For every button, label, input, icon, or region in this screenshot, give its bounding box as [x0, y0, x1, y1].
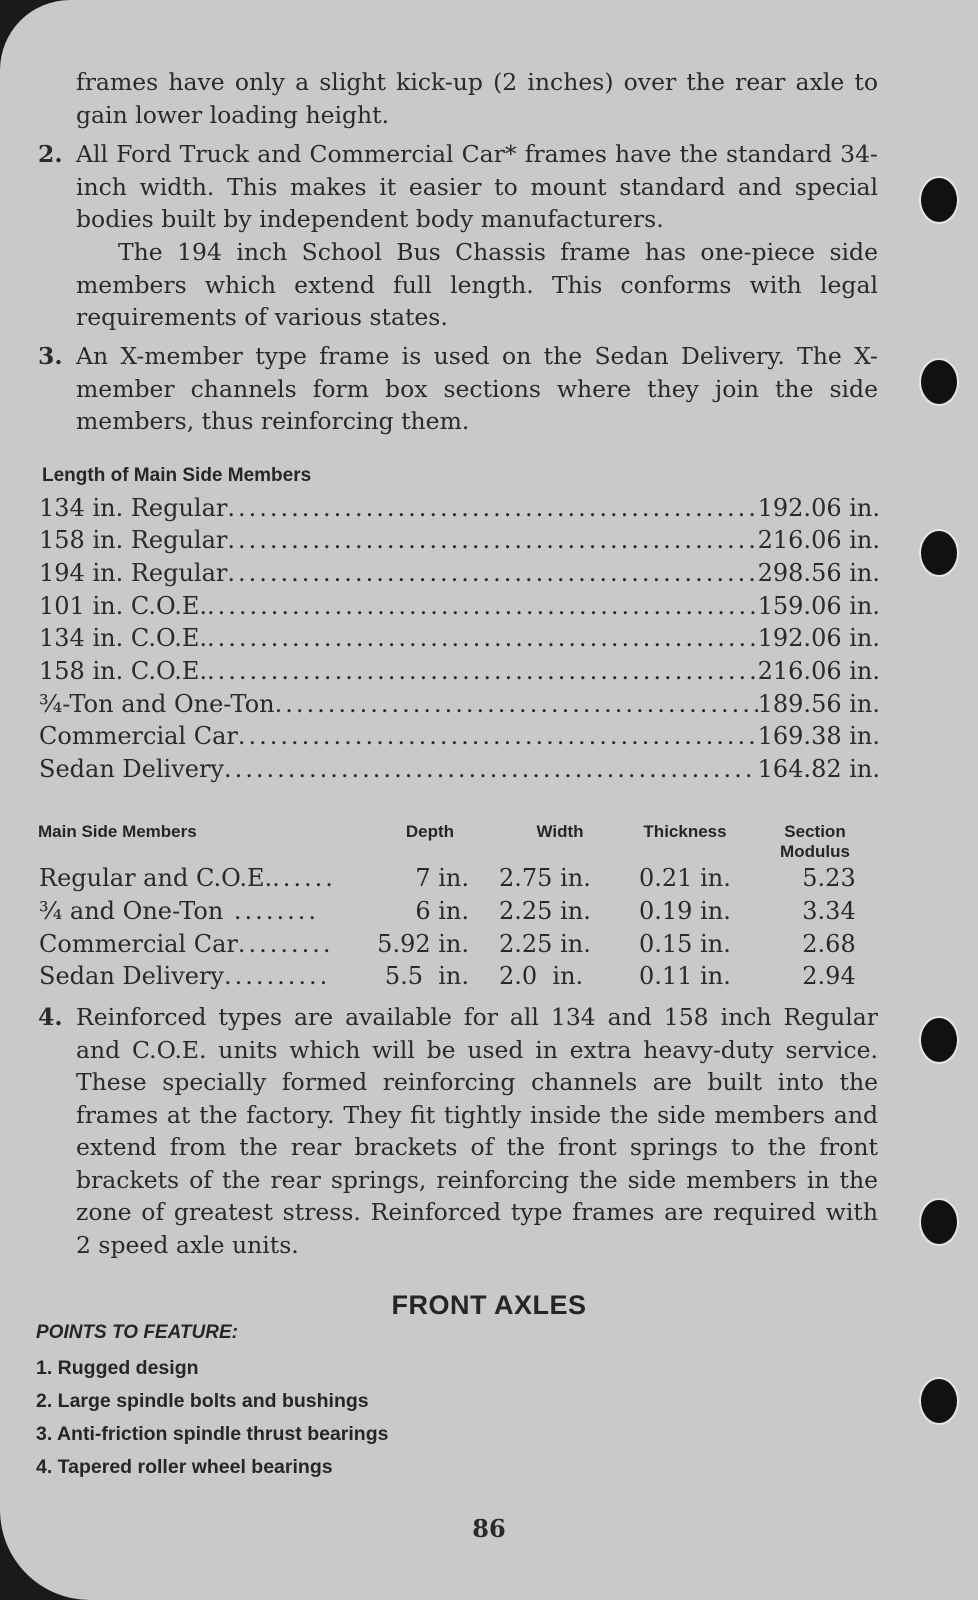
cell-width: 2.75 in.: [499, 864, 591, 892]
leader-dots: [227, 557, 757, 589]
leader-dots: ..........: [224, 962, 331, 990]
paragraph-text: All Ford Truck and Commercial Car* frames have the standard 34-inch width. This makes it easier to mount standard and special bodies built by independent body manufacturers.: [76, 140, 878, 233]
row-label: 158 in. Regular: [39, 526, 228, 554]
binder-hole-icon: [921, 1379, 957, 1423]
table-row: [39, 524, 880, 556]
row-label: ¾ and One-Ton: [39, 897, 224, 925]
column-header: Depth: [405, 822, 455, 841]
binder-hole-icon: [921, 1200, 957, 1244]
leader-dots: [224, 753, 758, 785]
paragraph-text: The 194 inch School Bus Chassis frame has one-piece side members which extend full length. This conforms with legal requirements of various states.: [76, 238, 878, 331]
cell-thickness: 0.11 in.: [639, 962, 731, 990]
leader-dots: [227, 524, 757, 556]
cell-width: 2.0 in.: [499, 962, 584, 990]
paragraph-text: Reinforced types are available for all 134 and 158 inch Regular and C.O.E. units which will be used in extra heavy-duty service. These specially formed reinforcing channels are built into the frames at the factory. They fit tightly inside the side members and extend from the rear brackets of the front springs to the front brackets of the rear springs, reinforcing the side members in the zone of greatest stress. Reinforced type frames are required with 2 speed axle units.: [76, 1003, 878, 1259]
table-row: [39, 590, 880, 622]
row-value: 169.38 in.: [757, 722, 880, 750]
table-row: [39, 655, 880, 687]
column-header: Section Modulus: [780, 822, 850, 861]
paragraph-text: frames have only a slight kick-up (2 inches) over the rear axle to gain lower loading height.: [76, 68, 878, 129]
list-number: 3.: [38, 342, 63, 370]
row-value: 216.06 in.: [757, 526, 880, 554]
cell-modulus: 2.94: [802, 962, 856, 990]
cell-width: 2.25 in.: [499, 897, 591, 925]
cell-thickness: 0.19 in.: [639, 897, 731, 925]
row-label: Regular and C.O.E.: [39, 864, 273, 892]
column-header: Width: [536, 822, 584, 841]
table-row: [39, 720, 880, 752]
paragraph-3: [38, 340, 878, 438]
row-label: 134 in. Regular: [39, 494, 228, 522]
paragraph-4: [38, 1001, 878, 1261]
feature-point: 2. Large spindle bolts and bushings: [36, 1390, 369, 1412]
row-value: 298.56 in.: [757, 559, 880, 587]
row-label: 101 in. C.O.E.: [39, 592, 208, 620]
list-number: 2.: [38, 140, 63, 168]
cell-thickness: 0.21 in.: [639, 864, 731, 892]
paragraph-1-continued: [76, 66, 878, 131]
table-row: [39, 688, 880, 720]
row-label: Sedan Delivery: [39, 962, 224, 990]
feature-point: 4. Tapered roller wheel bearings: [36, 1456, 333, 1478]
table-row: [39, 492, 880, 524]
paragraph-text: An X-member type frame is used on the Sedan Delivery. The X-member channels form box sections where they join the side members, thus reinforcing them.: [76, 342, 878, 435]
cell-width: 2.25 in.: [499, 930, 591, 958]
page-number: 86: [472, 1514, 506, 1543]
feature-point: 1. Rugged design: [36, 1357, 199, 1379]
leader-dots: ........: [223, 897, 319, 925]
leader-dots: [207, 655, 758, 687]
leader-dots: [207, 622, 758, 654]
row-label: Sedan Delivery: [39, 755, 224, 783]
leader-dots: [238, 720, 758, 752]
row-label: Commercial Car: [39, 930, 238, 958]
list-number: 4.: [38, 1003, 63, 1031]
length-table-title: Length of Main Side Members: [42, 465, 312, 486]
cell-modulus: 3.34: [802, 897, 856, 925]
points-subheading: POINTS TO FEATURE:: [36, 1322, 238, 1343]
cell-depth: 5.92 in.: [377, 930, 469, 958]
table-row: [39, 557, 880, 589]
binder-hole-icon: [921, 178, 957, 222]
leader-dots: ......: [272, 864, 336, 892]
cell-depth: 7 in.: [415, 864, 469, 892]
column-header: Main Side Members: [38, 822, 197, 841]
table-row: [39, 622, 880, 654]
row-value: 189.56 in.: [757, 690, 880, 718]
row-value: 216.06 in.: [757, 657, 880, 685]
row-label: 194 in. Regular: [39, 559, 228, 587]
row-label: 134 in. C.O.E.: [39, 624, 208, 652]
row-value: 192.06 in.: [757, 494, 880, 522]
binder-hole-icon: [921, 360, 957, 404]
table-row: [39, 753, 880, 785]
cell-thickness: 0.15 in.: [639, 930, 731, 958]
leader-dots: [227, 492, 757, 524]
cell-modulus: 5.23: [802, 864, 856, 892]
binder-hole-icon: [921, 531, 957, 575]
paragraph-2: [38, 138, 878, 236]
leader-dots: [207, 590, 758, 622]
row-label: 158 in. C.O.E.: [39, 657, 208, 685]
feature-point: 3. Anti-friction spindle thrust bearings: [36, 1423, 389, 1445]
cell-modulus: 2.68: [802, 930, 856, 958]
row-value: 164.82 in.: [757, 755, 880, 783]
cell-depth: 5.5 in.: [384, 962, 469, 990]
section-heading: FRONT AXLES: [391, 1290, 587, 1320]
row-label: Commercial Car: [39, 722, 238, 750]
row-label: ¾-Ton and One-Ton: [39, 690, 275, 718]
row-value: 159.06 in.: [757, 592, 880, 620]
row-value: 192.06 in.: [757, 624, 880, 652]
cell-depth: 6 in.: [415, 897, 469, 925]
binder-hole-icon: [921, 1018, 957, 1062]
column-header: Thickness: [643, 822, 727, 841]
paragraph-2b: [76, 236, 878, 334]
leader-dots: [275, 688, 758, 720]
leader-dots: .........: [237, 930, 334, 958]
